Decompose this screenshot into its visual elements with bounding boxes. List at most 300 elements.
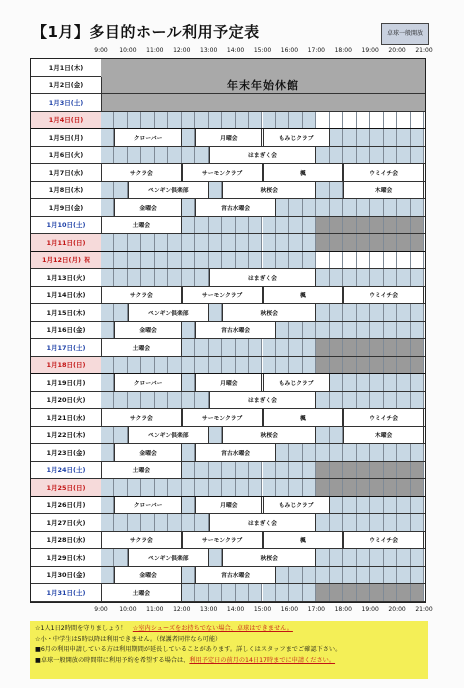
time-slot [343,129,356,146]
time-grid [101,147,425,164]
time-slot [195,392,208,409]
time-slot [330,252,343,269]
time-slot [303,252,316,269]
time-slot [222,479,235,496]
time-label: 10:00 [119,47,137,54]
time-slot [101,479,114,496]
date-label: 1月27日(火) [31,514,102,531]
booking-block: 月曜会 [195,497,262,514]
time-slot [209,584,222,601]
time-slot [330,339,343,356]
time-slot [195,584,208,601]
time-slot [370,322,383,339]
time-slot [370,514,383,531]
note-text: ☆室内シューズをお持ちでない場合、卓球はできません。 [132,625,293,632]
time-label: 15:00 [253,47,272,54]
booking-block: 木曜会 [343,427,424,444]
time-slot [384,322,397,339]
time-slot [343,269,356,286]
time-slot [289,462,302,479]
day-row [31,304,425,322]
date-label: 1月14日(水) [31,287,102,304]
time-slot [384,374,397,391]
time-slot [316,252,329,269]
time-slot [316,444,329,461]
booking-block: クローバー [114,374,181,391]
time-slot [114,182,127,199]
day-row [31,374,425,392]
time-slot [370,497,383,514]
time-label: 14:00 [226,47,245,54]
time-slot [168,112,181,129]
date-label: 1月24日(土) [31,462,102,479]
booking-block: 楓 [263,164,344,181]
time-slot [155,479,168,496]
time-slot [114,269,127,286]
time-slot [141,269,154,286]
booking-block: 金曜会 [114,567,181,584]
time-slot [182,462,195,479]
time-slot [263,252,276,269]
time-slot [397,584,410,601]
time-slot [128,269,141,286]
time-slot [276,234,289,251]
time-slot [101,427,114,444]
time-slot [411,392,424,409]
booking-block: サクラ会 [101,532,182,549]
time-slot [330,497,343,514]
time-slot [209,357,222,374]
booking-block: 宮古水曜会 [195,444,276,461]
time-slot [357,584,370,601]
time-label: 11:00 [146,47,164,54]
time-slot [168,357,181,374]
time-slot [397,497,410,514]
day-row [31,409,425,427]
time-slot [411,462,424,479]
date-label: 1月25日(日) [31,479,102,496]
time-slot [101,304,114,321]
booking-block: はまぎく会 [209,269,317,286]
booking-block: ウミイチ会 [343,409,424,426]
time-slot [101,374,114,391]
time-slot [128,252,141,269]
time-slot [330,444,343,461]
time-slot [128,392,141,409]
time-slot [343,444,356,461]
time-slot [222,584,235,601]
day-row [31,322,425,340]
time-slot [384,514,397,531]
time-slot [370,129,383,146]
booking-block: 土曜会 [101,584,182,601]
time-slot [384,339,397,356]
time-slot [316,357,329,374]
time-slot [303,339,316,356]
time-slot [357,339,370,356]
booking-block: ウミイチ会 [343,532,424,549]
day-row [31,252,425,270]
time-label: 9:00 [94,606,108,613]
time-slot [236,357,249,374]
time-slot [155,392,168,409]
time-slot [222,252,235,269]
note-text: 利用予定日の前月の14日17時までに申請ください。 [189,656,336,664]
time-slot [330,182,343,199]
time-slot [397,339,410,356]
time-slot [101,234,114,251]
date-label: 1月30日(金) [31,567,102,584]
day-row [31,182,425,200]
time-slot [411,514,424,531]
time-slot [249,584,262,601]
time-slot [411,374,424,391]
time-slot [114,147,127,164]
time-slot [357,112,370,129]
time-slot [357,269,370,286]
time-slot [330,392,343,409]
time-slot [276,339,289,356]
time-slot [141,479,154,496]
time-slot [168,269,181,286]
time-slot [397,112,410,129]
time-slot [182,584,195,601]
time-slot [316,234,329,251]
time-slot [195,147,208,164]
date-label: 1月12日(月) 祝 [31,252,102,269]
time-label: 16:00 [280,47,299,54]
time-slot [289,567,302,584]
note-line [35,645,423,656]
time-slot [357,462,370,479]
time-slot [249,357,262,374]
booking-block: サクラ会 [101,409,182,426]
time-slot [343,497,356,514]
time-slot [101,567,114,584]
day-row [31,392,425,410]
day-row [31,584,425,602]
time-slot [357,479,370,496]
day-row [31,357,425,375]
time-slot [411,584,424,601]
time-slot [249,112,262,129]
time-slot [141,357,154,374]
time-slot [411,549,424,566]
time-slot [357,444,370,461]
time-slot [209,462,222,479]
time-slot [209,252,222,269]
time-slot [276,479,289,496]
time-slot [343,462,356,479]
time-slot [370,392,383,409]
date-label: 1月11日(日) [31,234,102,251]
time-slot [182,322,195,339]
booking-block: 秋桜会 [222,427,316,444]
time-slot [141,234,154,251]
booking-block: サーモンクラブ [182,164,263,181]
time-slot [168,234,181,251]
date-label: 1月16日(金) [31,322,102,339]
time-label: 13:00 [200,606,218,613]
time-grid [101,567,425,584]
day-row [31,549,425,567]
time-slot [330,217,343,234]
time-slot [303,217,316,234]
time-slot [195,112,208,129]
time-grid [101,269,425,286]
day-row [31,287,425,305]
day-row [31,147,425,165]
day-row [31,462,425,480]
booking-block: 土曜会 [101,339,182,356]
time-slot [168,479,181,496]
time-slot [357,514,370,531]
time-slot [209,479,222,496]
time-slot [357,147,370,164]
time-slot [249,252,262,269]
time-grid [101,217,425,234]
time-slot [209,304,222,321]
booking-block: 楓 [263,532,344,549]
time-label: 19:00 [361,47,379,54]
time-grid [101,199,425,216]
time-slot [397,479,410,496]
time-slot [276,322,289,339]
note-text: ■6月の利用申請している方は利用期間が延長していることがあります。詳しくはスタッフまでご確認下さい。 [35,646,342,653]
time-slot [397,462,410,479]
time-slot [357,357,370,374]
date-label: 1月13日(火) [31,269,102,286]
time-slot [182,514,195,531]
time-slot [370,112,383,129]
booking-block: ウミイチ会 [343,287,424,304]
time-slot [114,479,127,496]
time-slot [236,584,249,601]
time-slot [195,514,208,531]
time-slot [276,357,289,374]
time-slot [249,462,262,479]
booking-block: クローバー [114,129,181,146]
time-slot [101,112,114,129]
time-slot [357,252,370,269]
time-slot [357,234,370,251]
time-grid [101,392,425,409]
time-slot [222,339,235,356]
time-slot [222,217,235,234]
time-slot [141,392,154,409]
time-slot [357,217,370,234]
time-slot [370,444,383,461]
time-slot [249,479,262,496]
booking-block: 宮古水曜会 [195,567,276,584]
day-row [31,112,425,130]
note-text: ■卓球一般開放の時間帯に利用予約を希望する場合は、 [35,656,190,664]
time-slot [343,234,356,251]
time-slot [114,112,127,129]
time-slot [182,392,195,409]
time-slot [370,479,383,496]
time-slot [330,269,343,286]
booking-block: 金曜会 [114,444,181,461]
time-slot [101,199,114,216]
date-label: 1月21日(水) [31,409,102,426]
booking-block: はまぎく会 [209,392,317,409]
time-slot [276,584,289,601]
time-label: 14:00 [226,606,245,613]
time-grid [101,357,425,374]
time-slot [316,549,329,566]
time-grid [101,549,425,566]
time-slot [316,199,329,216]
time-slot [357,304,370,321]
time-grid [101,112,425,129]
time-slot [114,427,127,444]
holiday-mark: 祝 [84,257,91,265]
time-slot [343,304,356,321]
time-slot [357,322,370,339]
booking-block: サーモンクラブ [182,409,263,426]
time-slot [330,304,343,321]
time-slot [411,497,424,514]
time-grid [101,234,425,251]
time-slot [289,584,302,601]
time-slot [263,339,276,356]
time-slot [343,357,356,374]
time-slot [316,112,329,129]
time-slot [155,147,168,164]
time-slot [370,234,383,251]
time-slot [411,129,424,146]
time-slot [101,549,114,566]
time-slot [263,357,276,374]
booking-block: サクラ会 [101,164,182,181]
time-slot [384,269,397,286]
time-slot [343,252,356,269]
time-slot [316,462,329,479]
time-slot [370,584,383,601]
time-slot [397,234,410,251]
booking-block: 宮古水曜会 [195,322,276,339]
time-slot [384,252,397,269]
time-slot [397,567,410,584]
time-slot [384,234,397,251]
time-slot [316,304,329,321]
day-row [31,479,425,497]
time-slot [411,217,424,234]
time-slot [182,252,195,269]
time-slot [182,479,195,496]
time-slot [209,112,222,129]
time-slot [384,199,397,216]
time-slot [384,444,397,461]
time-slot [411,444,424,461]
booking-block: 楓 [263,409,344,426]
time-slot [114,252,127,269]
time-slot [276,112,289,129]
time-slot [236,234,249,251]
time-slot [263,112,276,129]
booking-block: 月曜会 [195,374,262,391]
time-slot [195,217,208,234]
time-grid [101,409,425,426]
time-slot [209,549,222,566]
time-slot [263,584,276,601]
time-slot [384,357,397,374]
date-label: 1月28日(水) [31,532,102,549]
time-slot [168,147,181,164]
time-slot [128,357,141,374]
time-slot [343,392,356,409]
time-label: 18:00 [334,47,352,54]
time-slot [182,129,195,146]
holiday-closure-block: 年末年始休館 [101,59,425,112]
time-slot [316,217,329,234]
time-slot [195,357,208,374]
time-slot [316,479,329,496]
time-slot [397,322,410,339]
time-slot [303,322,316,339]
time-slot [236,217,249,234]
time-slot [370,462,383,479]
time-slot [397,129,410,146]
time-slot [263,479,276,496]
time-slot [155,357,168,374]
booking-block: 秋桜会 [222,182,316,199]
note-line [35,624,423,635]
booking-block: 月曜会 [195,129,262,146]
time-slot [330,129,343,146]
time-slot [249,339,262,356]
legend-open-play: 卓球一般開放 [381,23,429,45]
booking-block: 土曜会 [101,217,182,234]
time-slot [411,304,424,321]
time-slot [330,462,343,479]
time-slot [384,497,397,514]
date-label: 1月4日(日) [31,112,102,129]
time-slot [249,217,262,234]
time-slot [411,567,424,584]
time-label: 16:00 [280,606,299,613]
time-slot [101,357,114,374]
time-slot [397,199,410,216]
page-title: 【1月】多目的ホール利用予定表 [32,23,260,41]
time-grid [101,182,425,199]
time-slot [370,357,383,374]
time-slot [357,374,370,391]
time-slot [249,234,262,251]
booking-block: 宮古水曜会 [195,199,276,216]
day-row [31,199,425,217]
time-grid [101,322,425,339]
date-label: 1月9日(金) [31,199,102,216]
booking-block: もみじクラブ [263,497,330,514]
time-slot [411,322,424,339]
time-slot [343,199,356,216]
time-slot [236,112,249,129]
time-slot [370,269,383,286]
time-label: 21:00 [415,606,433,613]
time-slot [330,322,343,339]
time-slot [316,322,329,339]
time-slot [128,112,141,129]
time-slot [411,234,424,251]
time-slot [330,584,343,601]
date-label: 1月19日(月) [31,374,102,391]
time-slot [397,514,410,531]
time-slot [370,304,383,321]
time-slot [343,147,356,164]
booking-block: サーモンクラブ [182,532,263,549]
